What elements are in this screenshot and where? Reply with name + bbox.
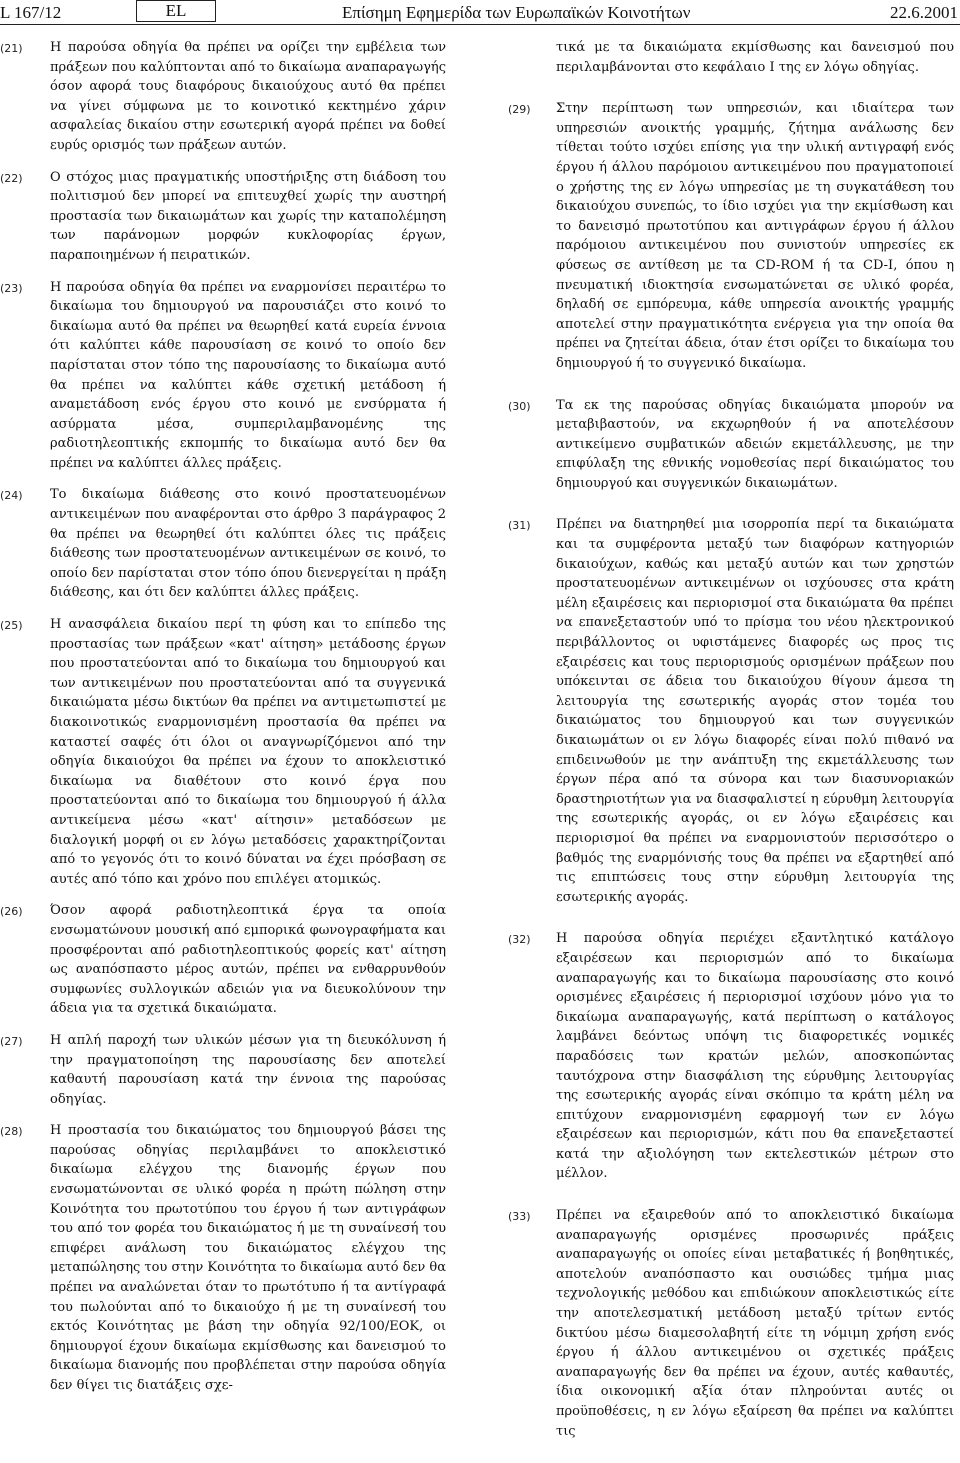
recital-number: (32) (508, 933, 531, 947)
recital-27 (0, 1031, 446, 1109)
recital-text: Η προστασία του δικαιώματος του δημιουργού βάσει της παρούσας οδηγίας περιλαμβάνει το αποκλειστικό δικαίωμα ελέγχου της διανομής έργων που ενσωματώνονται σε υλικό φορέα η πρώτη πώληση στην Κοινότητα του πρωτοτύπου του έργου ή των αντιγράφων του από τον φορέα του δικαιώματος ή με τη συναίνεσή του επιφέρει ανάλωση του δικαιώματος ελέγχου της μεταπώλησης του στην Κοινότητα το δικαίωμα αυτό δεν θα πρέπει να αναλώνεται όταν το πρωτότυπο ή τα αντίγραφά του πωλούνται από το δικαιούχο ή με τη συναίνεσή του εκτός Κοινότητας με βάση την οδηγία 92/100/ΕΟΚ, οι δημιουργοί έχουν δικαίωμα εκμίσθωσης και δανεισμού το δικαίωμα διανομής που προβλέπεται στην παρούσα οδηγία δεν θίγει τις διατάξεις σχε- (50, 1123, 446, 1393)
recital-number: (29) (508, 103, 531, 117)
recital-text: Η απλή παροχή των υλικών μέσων για τη διευκόλυνση ή την πραγματοποίηση της παρουσίασης δεν αποτελεί καθαυτή παρουσίαση κατά την έννοια της παρούσας οδηγίας. (50, 1032, 446, 1107)
recital-26 (0, 901, 446, 1019)
recital-33 (508, 1206, 954, 1441)
page-header (0, 0, 960, 24)
recital-31 (508, 515, 954, 907)
recital-25 (0, 615, 446, 889)
recital-28 (0, 1121, 446, 1395)
language-box: EL (136, 0, 216, 22)
recital-text: τικά με τα δικαιώματα εκμίσθωσης και δανεισμού που περιλαμβάνονται στο κεφάλαιο Ι της εν λόγω οδηγίας. (556, 40, 954, 75)
recital-number: (25) (0, 619, 23, 633)
recital-number: (26) (0, 905, 23, 919)
recital-text: Το δικαίωμα διάθεσης στο κοινό προστατευομένων αντικειμένων που αναφέρονται στο άρθρο 3 παράγραφος 2 θα πρέπει να θεωρηθεί ότι καλύπτει όλες τις πράξεις διάθεσης των προστατευομένων αντικειμένων σε κοινό, το οποίο δεν παρίσταται στον τόπο όπου διενεργείται η πράξη διάθεσης, και ότι δεν καλύπτει άλλες πράξεις. (50, 487, 446, 601)
recital-number: (33) (508, 1210, 531, 1224)
recital-number: (31) (508, 519, 531, 533)
left-column (0, 38, 446, 1408)
publication-date: 22.6.2001 (890, 3, 958, 22)
header-rule (0, 24, 960, 25)
recital-text: Η παρούσα οδηγία θα πρέπει να εναρμονίσει περαιτέρω το δικαίωμα του δημιουργού να παρουσιάζει στο κοινό το δικαίωμα αυτό θα πρέπει να θεωρηθεί κατά ευρεία έννοια ότι καλύπτει κάθε παρουσίαση σε κοινό το οποίο δεν παρίσταται στον τόπο της παρουσίασης το δικαίωμα αυτό θα πρέπει να καλύπτει κάθε σχετική μετάδοση ή αναμετάδοση ενός έργου στο κοινό με ενσύρματα ή ασύρματα μέσα, συμπεριλαμβανομένης της ραδιοτηλεοπτικής εκπομπής το δικαίωμα αυτό δεν θα πρέπει να καλύπτει άλλες πράξεις. (50, 279, 446, 471)
recital-number: (24) (0, 489, 23, 503)
recital-text: Η παρούσα οδηγία περιέχει εξαντλητικό κατάλογο εξαιρέσεων και περιορισμών από το δικαίωμα αναπαραγωγής και το δικαίωμα παρουσίασης στο κοινό ορισμένες εξαιρέσεις ή περιορισμοί ισχύουν μόνο για το δικαίωμα αναπαραγωγής, κατά περίπτωση ο κατάλογος λαμβάνει δεόντως υπόψη τις διαφορετικές νομικές παραδόσεις των κρατών μελών, αποσκοπώντας ταυτόχρονα στην διασφάλιση της εύρυθμης λειτουργίας της εσωτερικής αγοράς είναι σκόπιμο τα κράτη μέλη να επιτύχουν εναρμονισμένη εφαρμογή των εν λόγω εξαιρέσεων και περιορισμών, κάτι που θα επανεξεταστεί κατά την αξιολόγηση των εκτελεστικών μέτρων στο μέλλον. (556, 931, 954, 1182)
recital-30 (508, 396, 954, 494)
recital-text: Τα εκ της παρούσας οδηγίας δικαιώματα μπορούν να μεταβιβαστούν, να εκχωρηθούν ή να αποτελέσουν αντικείμενο συμβατικών αδειών εκμετάλλευσης, με την επιφύλαξη της εθνικής νομοθεσίας περί δικαιώματος του δημιουργού και συγγενικών δικαιωμάτων. (556, 397, 954, 491)
right-column (508, 38, 954, 1463)
recital-23 (0, 278, 446, 474)
recital-22 (0, 168, 446, 266)
recital-number: (23) (0, 281, 23, 295)
page-reference: L 167/12 (0, 3, 62, 22)
recital-number: (22) (0, 171, 23, 185)
recital-text: Ο στόχος μιας πραγματικής υποστήριξης στη διάδοση του πολιτισμού δεν μπορεί να επιτευχθεί χωρίς την αυστηρή προστασία των δικαιωμάτων και χωρίς την καταπολέμηση των παράνομων μορφών κυκλοφορίας έργων, παραποιημένων ή πειρατικών. (50, 169, 446, 263)
recital-text: Πρέπει να διατηρηθεί μια ισορροπία περί τα δικαιώματα και τα συμφέροντα μεταξύ των διαφόρων κατηγοριών δικαιούχων, καθώς και μεταξύ αυτών και των χρηστών προστατευομένων αντικειμένων οι ισχύουσες στα κράτη μέλη εξαιρέσεις και περιορισμοί στα δικαιώματα θα πρέπει να επανεξεταστούν υπό το πρίσμα του νέου ηλεκτρονικού περιβάλλοντος οι υφιστάμενες διαφορές ως προς τις εξαιρέσεις και τους περιορισμούς ορισμένων πράξεων που υπόκεινται σε άδεια του δικαιούχου θίγουν άμεσα τη λειτουργία της εσωτερικής αγοράς στον τομέα του δικαιώματος του δημιουργού και των συγγενικών δικαιωμάτων οι εν λόγω διαφορές είναι πολύ πιθανό να επιδεινωθούν με την ανάπτυξη της εκμετάλλευσης των έργων πέρα από τα σύνορα και των διασυνοριακών δραστηριοτήτων για να διασφαλιστεί η εύρυθμη λειτουργία της εσωτερικής αγοράς, οι εν λόγω εξαιρέσεις και περιορισμοί θα πρέπει να εναρμονιστούν περισσότερο ο βαθμός της εναρμόνισής τους θα πρέπει να εξαρτηθεί από τις επιπτώσεις τους στην εύρυθμη λειτουργία της εσωτερικής αγοράς. (556, 517, 954, 905)
recital-21 (0, 38, 446, 156)
recital-number: (27) (0, 1034, 23, 1048)
recital-text: Πρέπει να εξαιρεθούν από το αποκλειστικό δικαίωμα αναπαραγωγής ορισμένες προσωρινές πράξεις αναπαραγωγής οι οποίες είναι μεταβατικές ή βοηθητικές, αποτελούν αναπόσπαστο και ουσιώδες τμήμα μιας τεχνολογικής μεθόδου και επιδιώκουν αποκλειστικώς είτε την αποτελεσματική μετάδοση μεταξύ τρίτων εντός δικτύου μέσω διαμεσολαβητή είτε τη νόμιμη χρήση ενός έργου ή άλλου αντικειμένου οι σχετικές πράξεις αναπαραγωγής δεν θα πρέπει να έχουν, αυτές καθαυτές, ίδια οικονομική αξία όταν πληρούνται αυτές οι προϋποθέσεις, η εν λόγω εξαίρεση θα πρέπει να καλύπτει τις (556, 1208, 954, 1439)
journal-title: Επίσημη Εφημερίδα των Ευρωπαϊκών Κοινοτήτων (342, 3, 691, 22)
recital-text: Στην περίπτωση των υπηρεσιών, και ιδιαίτερα των υπηρεσιών ανοικτής γραμμής, ζήτημα ανάλωσης δεν τίθεται τούτο ισχύει επίσης για την υλική αντιγραφή ενός έργου ή άλλου παρόμοιου αντικειμένου που πραγματοποιεί ο χρήστης της εν λόγω υπηρεσίας με τη συγκατάθεση του δικαιούχου συνεπώς, το ίδιο ισχύει για την εκμίσθωση και το δανεισμό πρωτοτύπου και αντιγράφων έργου ή άλλου παρόμοιου αντικειμένου που συνιστούν υπηρεσίες εκ φύσεως σε αντίθεση με τα CD-ROM ή τα CD-I, όπου η πνευματική ιδιοκτησία ενσωματώνεται σε υλικό φορέα, δηλαδή σε εμπόρευμα, κάθε υπηρεσία ανοικτής γραμμής αποτελεί στην πραγματικότητα ενέργεια για την οποία θα πρέπει να ζητείται άδεια, όταν έτσι ορίζει το δικαίωμα του δημιουργού ή το συγγενικό δικαίωμα. (556, 101, 954, 371)
recital-29 (508, 99, 954, 373)
recital-text: Όσον αφορά ραδιοτηλεοπτικά έργα τα οποία ενσωματώνουν μουσική από εμπορικά φωνογραφήματα και προσφέρονται από ραδιοτηλεοπτικούς φορείς κατ' αίτηση ως αναπόσπαστο μέρος αυτών, πρέπει να ενθαρρυνθούν συμφωνίες συλλογικών αδειών για να διευκολύνουν την άδεια για τα σχετικά δικαιώματα. (50, 903, 446, 1017)
recital-number: (21) (0, 42, 23, 55)
recital-32 (508, 929, 954, 1184)
recital-text: Η ανασφάλεια δικαίου περί τη φύση και το επίπεδο της προστασίας των πράξεων «κατ' αίτηση» μετάδοσης έργων που προστατεύονται από το δικαίωμα του δημιουργού και των αντικειμένων που προστατεύονται από τα συγγενικά δικαιώματα μέσω δικτύων θα πρέπει να αντιμετωπιστεί με διακοινοτικώς εναρμονισμένη προστασία θα πρέπει να καταστεί σαφές ότι όλοι οι αναγνωρίζόμενοι από την οδηγία δικαιούχοι θα πρέπει να έχουν το αποκλειστικό δικαίωμα να διαθέτουν στο κοινό έργα που προστατεύονται από το δικαίωμα του δημιουργού ή άλλα αντικείμενα μέσω «κατ' αίτησιν» μεταδόσεων με διαλογική μορφή οι εν λόγω μεταδόσεις χαρακτηρίζονται από το γεγονός ότι το κοινό δύναται να έχει πρόσβαση σε αυτές από τόπο και χρόνο που επιλέγει ατομικώς. (50, 617, 446, 887)
recital-number: (30) (508, 399, 531, 413)
recital-28-continuation (508, 38, 954, 77)
recital-text: Η παρούσα οδηγία θα πρέπει να ορίζει την εμβέλεια των πράξεων που καλύπτονται από το δικαίωμα αναπαραγωγής όσον αφορά τους διαφόρους δικαιούχους αυτό θα πρέπει να γίνει σύμφωνα με το κοινοτικό κεκτημένο χάριν ασφαλείας δικαίου στην εσωτερική αγορά πρέπει να δοθεί ευρύς ορισμός των πράξεων αυτών. (50, 40, 446, 153)
recital-24 (0, 485, 446, 603)
recital-number: (28) (0, 1125, 23, 1139)
